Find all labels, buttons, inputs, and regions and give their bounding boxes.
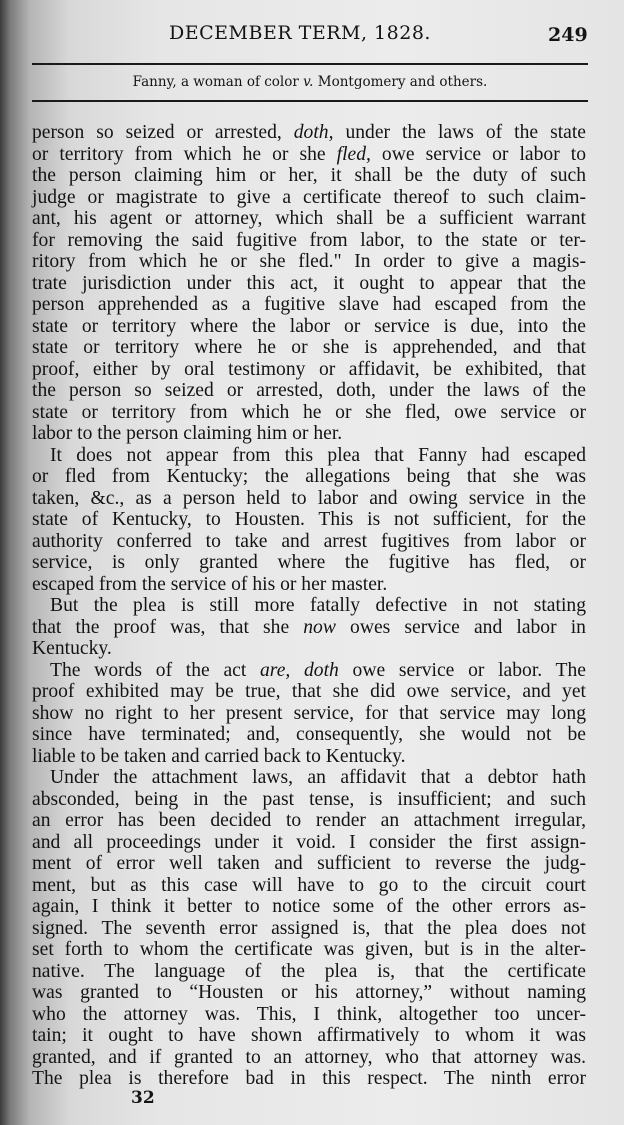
text-segment: or territory from which he or she	[32, 143, 337, 165]
text-segment: set forth to whom the certificate was given, but is in the alter-	[32, 939, 586, 960]
text-line	[32, 466, 586, 488]
text-segment: taken, &c., as a person held to labor and owing service in the	[32, 487, 586, 509]
text-segment: again, I think it better to notice some of the other errors as-	[32, 896, 586, 917]
text-segment: state or territory where he or she is apprehended, and that	[32, 337, 586, 358]
text-segment: state or territory from which he or she fled, owe service or	[32, 401, 586, 423]
text-segment: liable to be taken and carried back to Kentucky.	[32, 745, 406, 767]
text-line	[32, 445, 586, 467]
italic-text: are, doth	[260, 659, 339, 681]
text-segment: for removing the said fugitive from labor, to the state or ter-	[32, 229, 586, 251]
text-line	[32, 1068, 586, 1090]
text-segment: granted, and if granted to an attorney, who that attorney was.	[32, 1046, 586, 1068]
text-segment: tain; it ought to have shown affirmatively to whom it was	[32, 1025, 586, 1046]
body-text	[32, 122, 586, 1090]
header-rule-bottom	[32, 100, 588, 102]
text-line	[32, 531, 586, 553]
header-rule-top	[32, 63, 588, 65]
text-line	[32, 423, 586, 445]
text-segment: the person claiming him or her, it shall be the duty of such	[32, 165, 586, 186]
text-line	[32, 144, 586, 166]
case-versus: v.	[303, 74, 314, 90]
case-title-part: Montgomery and others.	[313, 74, 488, 90]
text-line	[32, 402, 586, 424]
text-segment: The words of the act	[50, 659, 260, 681]
text-segment: escaped from the service of his or her master.	[32, 573, 388, 595]
page-number: 249	[548, 24, 588, 46]
text-segment: judge or magistrate to give a certificate thereof to such claim-	[32, 186, 586, 208]
text-segment: since have terminated; and, consequently, she would not be	[32, 724, 586, 745]
italic-text: now	[303, 616, 336, 638]
text-segment: ant, his agent or attorney, which shall be a sufficient warrant	[32, 208, 586, 229]
text-segment: owes service and labor in	[335, 616, 586, 638]
text-line	[32, 187, 586, 209]
text-line	[32, 316, 586, 338]
text-segment: labor to the person claiming him or her.	[32, 423, 343, 444]
text-line	[32, 273, 586, 295]
text-line	[32, 552, 586, 574]
text-line	[32, 165, 586, 187]
text-segment: who the attorney was. This, I think, altogether too uncer-	[32, 1003, 586, 1025]
text-line	[32, 746, 586, 768]
text-line	[32, 832, 586, 854]
text-segment: Kentucky.	[32, 638, 112, 659]
text-line	[32, 574, 586, 596]
text-line	[32, 853, 586, 875]
text-segment: But the plea is still more fatally defective in not stating	[50, 595, 586, 616]
text-line	[32, 681, 586, 703]
text-line	[32, 660, 586, 682]
text-segment: absconded, being in the past tense, is insufficient; and such	[32, 788, 586, 810]
text-line	[32, 251, 586, 273]
text-line	[32, 1004, 586, 1026]
text-line	[32, 918, 586, 940]
text-line	[32, 294, 586, 316]
text-segment: ment of error well taken and sufficient to reverse the judg-	[32, 853, 586, 874]
italic-text: fled,	[336, 143, 371, 165]
text-line	[32, 982, 586, 1004]
text-line	[32, 789, 586, 811]
text-line	[32, 337, 586, 359]
text-segment: show no right to her present service, for that service may long	[32, 702, 586, 724]
text-line	[32, 896, 586, 918]
text-segment: that the proof was, that she	[32, 616, 304, 638]
text-line	[32, 767, 586, 789]
text-line	[32, 810, 586, 832]
text-segment: person so seized or arrested,	[32, 122, 294, 143]
text-line	[32, 380, 586, 402]
text-segment: owe service or labor. The	[338, 659, 587, 681]
text-segment: or fled from Kentucky; the allegations being that she was	[32, 466, 586, 487]
text-line	[32, 122, 586, 144]
text-segment: person apprehended as a fugitive slave had escaped from the	[32, 294, 586, 315]
text-segment: the person so seized or arrested, doth, under the laws of the	[32, 380, 586, 401]
text-segment: ment, but as this case will have to go to the circuit court	[32, 874, 586, 896]
text-line	[32, 1025, 586, 1047]
text-segment: proof, either by oral testimony or affidavit, be exhibited, that	[32, 358, 586, 380]
text-line	[32, 703, 586, 725]
case-title-part: Fanny, a woman of color	[132, 74, 304, 90]
text-segment: owe service or labor to	[370, 143, 586, 165]
text-line	[32, 875, 586, 897]
text-segment: state of Kentucky, to Housten. This is not sufficient, for the	[32, 509, 586, 530]
text-segment: ritory from which he or she fled." In order to give a magis-	[32, 251, 586, 272]
text-line	[32, 595, 586, 617]
text-line	[32, 359, 586, 381]
text-segment: and all proceedings under it void. I consider the first assign-	[32, 831, 586, 853]
text-line	[32, 208, 586, 230]
text-segment: service, is only granted where the fugitive has fled, or	[32, 552, 586, 573]
text-line	[32, 230, 586, 252]
text-line	[32, 509, 586, 531]
text-segment: signed. The seventh error assigned is, that the plea does not	[32, 917, 586, 939]
text-segment: proof exhibited may be true, that she did owe service, and yet	[32, 681, 586, 702]
text-line	[32, 961, 586, 983]
text-segment: under the laws of the state	[333, 122, 586, 143]
italic-text: doth,	[293, 122, 334, 143]
text-segment: native. The language of the plea is, that the certificate	[32, 960, 586, 982]
text-line	[32, 939, 586, 961]
text-segment: It does not appear from this plea that Fanny had escaped	[50, 444, 586, 466]
text-segment: trate jurisdiction under this act, it ought to appear that the	[32, 272, 586, 294]
text-segment: state or territory where the labor or service is due, into the	[32, 315, 586, 337]
text-line	[32, 724, 586, 746]
text-segment: authority conferred to take and arrest fugitives from labor or	[32, 530, 586, 552]
text-segment: was granted to “Housten or his attorney,” without naming	[32, 982, 586, 1003]
text-line	[32, 488, 586, 510]
running-header-title: DECEMBER TERM, 1828.	[169, 22, 431, 44]
text-line	[32, 1047, 586, 1069]
text-line	[32, 617, 586, 639]
case-running-head	[32, 74, 588, 90]
text-line	[32, 638, 586, 660]
text-segment: Under the attachment laws, an affidavit that a debtor hath	[50, 767, 586, 788]
text-segment: The plea is therefore bad in this respect. The ninth error	[32, 1068, 586, 1089]
text-segment: an error has been decided to render an attachment irregular,	[32, 810, 586, 831]
signature-mark: 32	[131, 1088, 155, 1108]
